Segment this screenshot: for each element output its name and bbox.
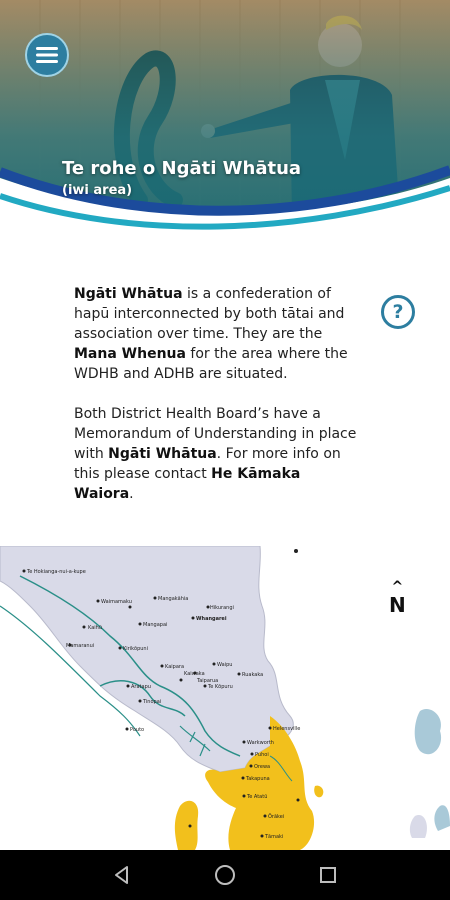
map-place-label: Tinopai [143,699,162,705]
recents-icon [319,866,337,884]
home-icon [214,864,236,886]
map-place-label: Mangapai [143,622,168,628]
intro-text-span: Both District Health Board’s have a Memorandum of Understanding in place with [74,406,357,462]
map-place-label: Te Hokianga-nui-a-kupe [27,569,86,575]
map-place-label: Aratapu [131,684,151,690]
intro-text-span: for the area where the WDHB and ADHB are situated. [74,346,348,382]
intro-text-span: is a confederation of hapū interconnected by both tātai and association over time. They are the [74,286,345,342]
map-place-label: Puhoi [255,752,269,758]
map-place-label: Pouto [130,727,145,733]
north-indicator [389,578,406,617]
map-place-label: Takapuna [246,776,270,782]
map-place-label: Hikurangi [210,605,234,611]
iwi-area-map[interactable] [0,546,450,850]
mana-whenua: Mana Whenua [74,346,186,362]
map-place-label: Kaiwaka [184,671,205,677]
page-title: Te rohe o Ngāti Whātua [62,158,302,179]
menu-icon [36,46,58,64]
page-subtitle: (iwi area) [62,183,133,198]
map-place-label: Te Atatū [247,794,268,800]
help-icon: ? [392,301,404,323]
iwi-name: Ngāti Whātua [74,286,183,302]
back-icon [112,865,132,885]
recents-button[interactable] [308,855,348,895]
hero-header [0,0,450,250]
back-button[interactable] [102,855,142,895]
map-place-label: Kirikōpuni [123,646,148,652]
north-arrow-icon: ^ [391,579,404,595]
map-place-label: Helensville [273,726,301,732]
intro-paragraph-1 [74,284,364,384]
map-place-label: Orewa [254,764,271,770]
hero-photo [0,0,450,250]
map-place-label: Whangarei [196,616,227,622]
system-nav-bar [0,850,450,900]
map-place-label: Mamaranui [66,643,95,649]
map-place-label: Tāmaki [265,834,284,840]
map-place-label: Te Kōpuru [208,684,233,690]
map-place-label: Kaihū [88,625,102,631]
north-label: N [389,593,406,617]
map-place-label: Ruakaka [242,672,264,678]
map-place-label: Ōrākei [268,814,285,820]
intro-text-span: . For more info on this please contact [74,446,341,482]
map-island-east [415,709,441,754]
help-button[interactable] [381,295,415,329]
intro-text [74,284,364,524]
map-place-label: Kaipara [165,664,185,670]
map-place-label: Warkworth [247,740,274,746]
iwi-name: Ngāti Whātua [108,446,217,462]
intro-paragraph-2 [74,404,364,504]
map-place-label: Waipu [217,662,233,668]
menu-button[interactable] [25,33,69,77]
contact-name: He Kāmaka Waiora [74,466,301,502]
intro-text-span: . [129,486,134,502]
map-place-label: Waimamaku [101,599,132,605]
map-place-label: Taiparua [197,678,219,684]
map-place-label: Mangakāhia [158,596,189,602]
home-button[interactable] [205,855,245,895]
